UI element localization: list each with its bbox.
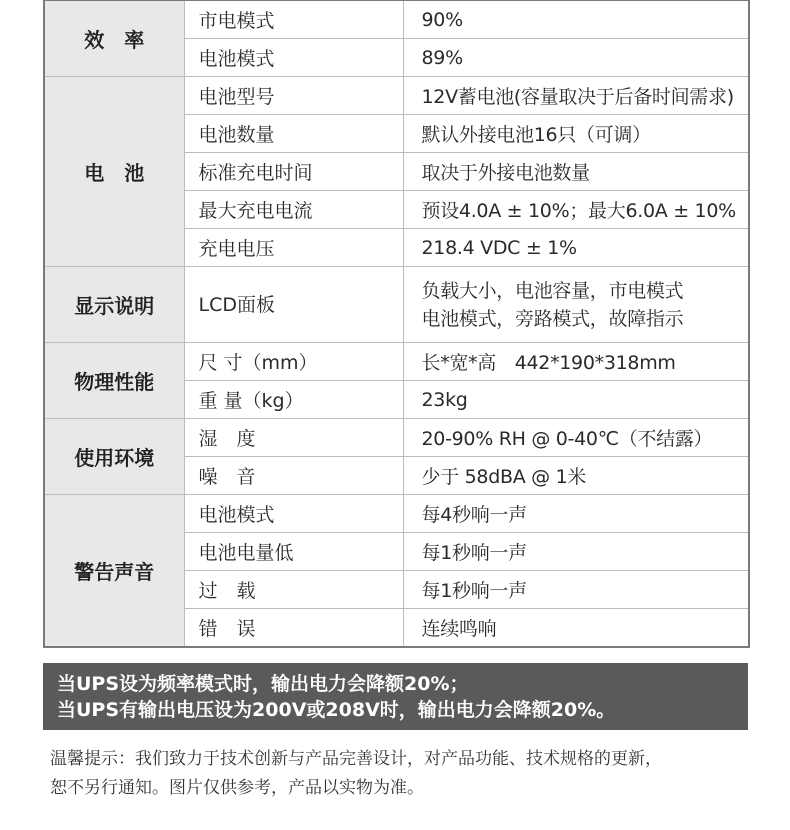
spec-value: 20-90% RH @ 0-40℃（不结露） (403, 419, 749, 457)
spec-label: 重 量（kg） (184, 381, 403, 419)
spec-label: 电池数量 (184, 115, 403, 153)
spec-value: 89% (403, 39, 749, 77)
spec-value: 12V蓄电池(容量取决于后备时间需求) (403, 77, 749, 115)
spec-value: 每1秒响一声 (403, 571, 749, 609)
spec-value (403, 267, 749, 343)
spec-value: 取决于外接电池数量 (403, 153, 749, 191)
table-row (44, 267, 749, 343)
spec-label: 湿 度 (184, 419, 403, 457)
spec-label: 过 载 (184, 571, 403, 609)
banner-line-2: 当UPS有输出电压设为200V或208V时，输出电力会降额20%。 (57, 699, 616, 721)
spec-value: 长*宽*高 442*190*318mm (403, 343, 749, 381)
spec-value: 23kg (403, 381, 749, 419)
table-row (44, 495, 749, 533)
category-cell: 电 池 (44, 77, 184, 267)
spec-label: 最大充电电流 (184, 191, 403, 229)
spec-value-line: 电池模式，旁路模式，故障指示 (421, 307, 684, 330)
category-cell: 物理性能 (44, 343, 184, 419)
spec-value: 连续鸣响 (403, 609, 749, 648)
category-cell: 效 率 (44, 0, 184, 77)
derating-notice-banner (43, 663, 748, 730)
spec-label: 电池电量低 (184, 533, 403, 571)
banner-line-1: 当UPS设为频率模式时，输出电力会降额20%； (57, 673, 469, 695)
spec-value-line: 负载大小，电池容量，市电模式 (421, 279, 684, 302)
spec-label: 噪 音 (184, 457, 403, 495)
spec-value: 90% (403, 0, 749, 39)
note-line-1: 温馨提示：我们致力于技术创新与产品完善设计，对产品功能、技术规格的更新， (50, 749, 662, 769)
note-line-2: 恕不另行通知。图片仅供参考，产品以实物为准。 (50, 778, 424, 798)
spec-label: 电池模式 (184, 39, 403, 77)
spec-table (43, 0, 750, 648)
spec-label: 充电电压 (184, 229, 403, 267)
spec-value: 默认外接电池16只（可调） (403, 115, 749, 153)
spec-label: 电池型号 (184, 77, 403, 115)
spec-label: 尺 寸（mm） (184, 343, 403, 381)
spec-label: 电池模式 (184, 495, 403, 533)
spec-value: 218.4 VDC ± 1% (403, 229, 749, 267)
category-cell: 使用环境 (44, 419, 184, 495)
spec-value: 每4秒响一声 (403, 495, 749, 533)
spec-label: 市电模式 (184, 0, 403, 39)
spec-value: 少于 58dBA @ 1米 (403, 457, 749, 495)
category-cell: 警告声音 (44, 495, 184, 648)
spec-label: 标准充电时间 (184, 153, 403, 191)
table-row (44, 77, 749, 115)
table-row (44, 343, 749, 381)
spec-label: 错 误 (184, 609, 403, 648)
spec-value: 每1秒响一声 (403, 533, 749, 571)
disclaimer-note (50, 745, 662, 803)
spec-value: 预设4.0A ± 10%；最大6.0A ± 10% (403, 191, 749, 229)
category-cell: 显示说明 (44, 267, 184, 343)
table-row (44, 419, 749, 457)
spec-label: LCD面板 (184, 267, 403, 343)
table-row (44, 0, 749, 39)
